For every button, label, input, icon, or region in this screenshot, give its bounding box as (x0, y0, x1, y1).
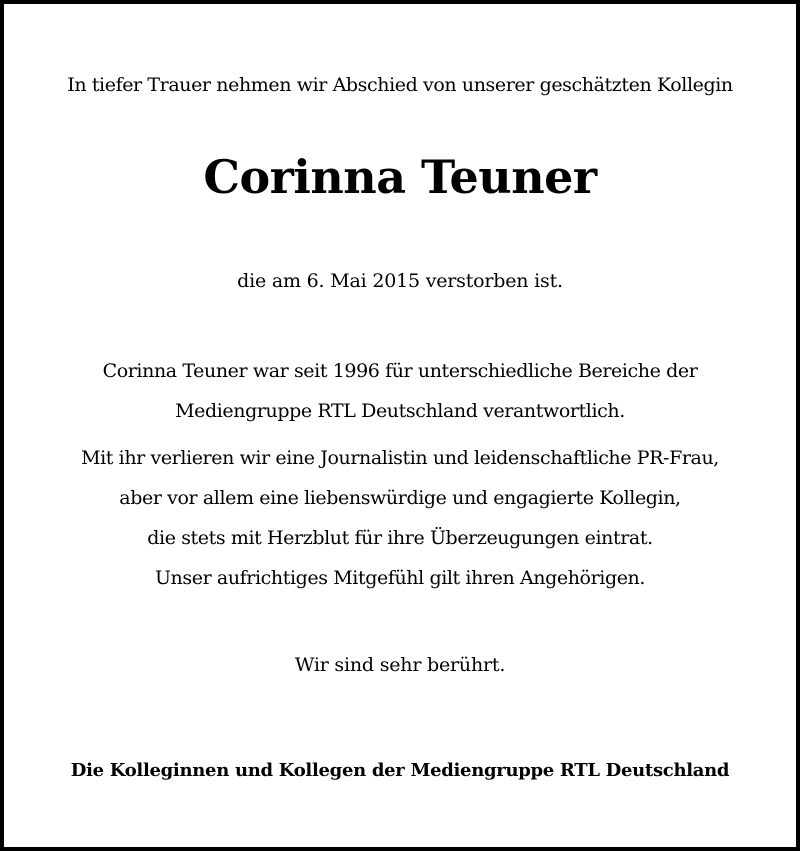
signature: Die Kolleginnen und Kollegen der Mediengruppe RTL Deutschland (70, 760, 730, 781)
body-line: aber vor allem eine liebenswürdige und engagierte Kollegin, (119, 487, 681, 509)
body-line: die stets mit Herzblut für ihre Überzeugungen eintrat. (147, 527, 653, 549)
body-line: Mit ihr verlieren wir eine Journalistin und leidenschaftliche PR-Frau, (81, 447, 719, 469)
intro-text: In tiefer Trauer nehmen wir Abschied von unserer geschätzten Kollegin (67, 74, 733, 96)
body-line: Mediengruppe RTL Deutschland verantwortlich. (175, 400, 625, 422)
closing-text: Wir sind sehr berührt. (294, 654, 506, 676)
body-line: Unser aufrichtiges Mitgefühl gilt ihren Angehörigen. (154, 567, 646, 589)
date-of-death-line: die am 6. Mai 2015 verstorben ist. (237, 270, 563, 292)
deceased-name: Corinna Teuner (203, 150, 597, 204)
body-line: Corinna Teuner war seit 1996 für unterschiedliche Bereiche der (102, 360, 698, 382)
